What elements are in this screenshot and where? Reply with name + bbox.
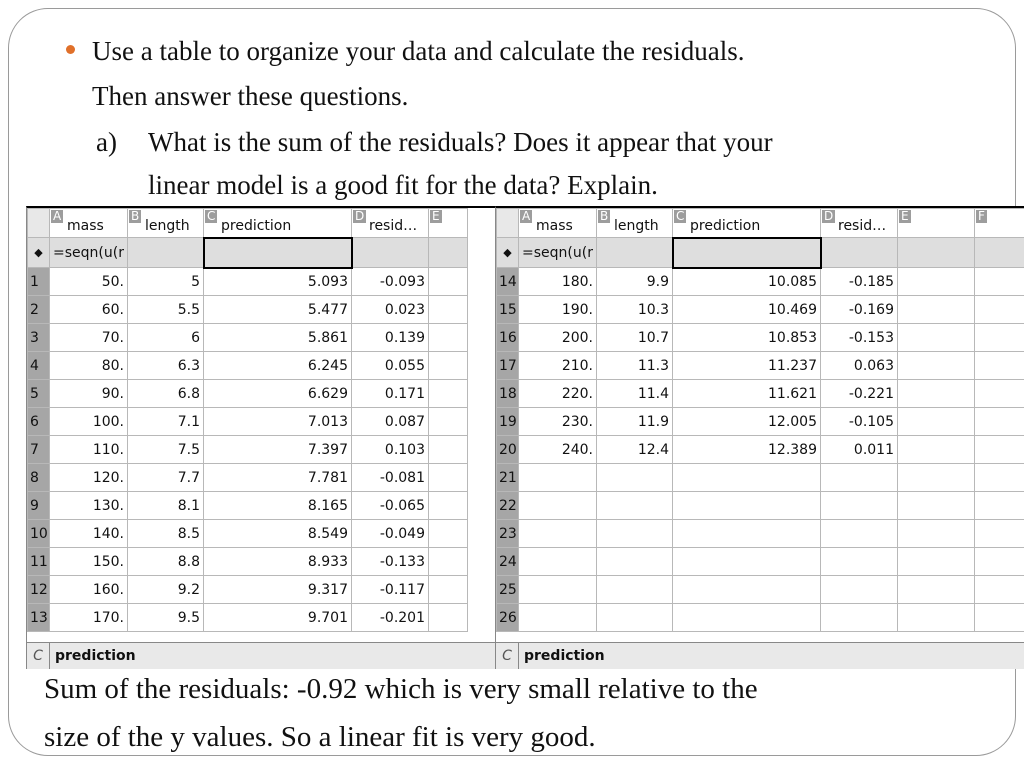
right-cell-c[interactable] (673, 576, 821, 604)
left-cell-empty[interactable] (429, 576, 468, 604)
right-column-name: mass (536, 218, 573, 234)
left-cell-d[interactable]: -0.093 (352, 268, 429, 296)
left-cell-b[interactable]: 7.5 (128, 436, 204, 464)
left-cell-a[interactable]: 70. (50, 324, 128, 352)
left-row-number: 9 (28, 492, 50, 520)
right-row-number: 26 (497, 604, 519, 632)
right-table-row (497, 436, 1024, 464)
left-cell-a[interactable]: 130. (50, 492, 128, 520)
right-cell-empty[interactable] (898, 408, 975, 436)
left-cell-empty[interactable] (429, 436, 468, 464)
left-column-name: resid… (369, 218, 418, 234)
left-cell-c[interactable]: 5.093 (204, 268, 352, 296)
right-cell-empty[interactable] (898, 492, 975, 520)
left-row-number: 5 (28, 380, 50, 408)
left-cell-d[interactable]: 0.023 (352, 296, 429, 324)
right-cell-empty[interactable] (898, 436, 975, 464)
right-table-row (497, 380, 1024, 408)
right-column-header-b[interactable] (597, 209, 673, 238)
left-cell-c[interactable]: 6.245 (204, 352, 352, 380)
left-cell-c[interactable]: 8.165 (204, 492, 352, 520)
bullet-text-line-1: Use a table to organize your data and calculate the residuals. (92, 36, 745, 66)
right-cell-ref: C (496, 643, 519, 669)
right-cell-b[interactable] (597, 604, 673, 632)
right-cell-empty[interactable] (975, 268, 1024, 296)
right-spreadsheet[interactable] (495, 206, 1024, 669)
right-cell-empty[interactable] (975, 464, 1024, 492)
left-cell-empty[interactable] (429, 380, 468, 408)
left-column-letter: E (432, 209, 440, 223)
left-table-row (28, 296, 468, 324)
right-cell-empty[interactable] (975, 408, 1024, 436)
left-formula-cell-a[interactable]: =seqn(u(r (50, 238, 128, 268)
left-row-number: 12 (28, 576, 50, 604)
right-cell-d[interactable]: -0.105 (821, 408, 898, 436)
right-cell-c[interactable] (673, 604, 821, 632)
right-cell-name: prediction (524, 648, 605, 664)
right-formula-cell[interactable] (821, 238, 898, 268)
right-cell-empty[interactable] (898, 296, 975, 324)
left-table-row (28, 380, 468, 408)
right-cell-c[interactable] (673, 520, 821, 548)
left-column-header-b[interactable] (128, 209, 204, 238)
right-cell-b[interactable] (597, 492, 673, 520)
right-row-number: 16 (497, 324, 519, 352)
left-cell-b[interactable]: 6 (128, 324, 204, 352)
left-row-number: 10 (28, 520, 50, 548)
right-cell-empty[interactable] (975, 492, 1024, 520)
right-cell-a[interactable]: 210. (519, 352, 597, 380)
right-column-letter: E (901, 209, 909, 223)
left-cell-c[interactable]: 7.781 (204, 464, 352, 492)
right-row-number: 21 (497, 464, 519, 492)
left-cell-empty[interactable] (429, 268, 468, 296)
right-row-number: 15 (497, 296, 519, 324)
right-cell-b[interactable]: 12.4 (597, 436, 673, 464)
left-cell-c[interactable]: 8.549 (204, 520, 352, 548)
right-column-header-c[interactable] (673, 209, 821, 238)
left-formula-cell[interactable] (352, 238, 429, 268)
left-table-row (28, 436, 468, 464)
left-spreadsheet[interactable] (26, 206, 496, 669)
left-cell-a[interactable]: 90. (50, 380, 128, 408)
left-cell-a[interactable]: 110. (50, 436, 128, 464)
right-cell-empty[interactable] (975, 604, 1024, 632)
left-formula-cell-b[interactable] (128, 238, 204, 268)
right-formula-cell-c-selected[interactable] (673, 238, 821, 268)
right-cell-name-bar (496, 642, 1024, 669)
left-cell-empty[interactable] (429, 604, 468, 632)
left-cell-empty[interactable] (429, 352, 468, 380)
left-cell-c[interactable]: 5.861 (204, 324, 352, 352)
right-cell-empty[interactable] (975, 520, 1024, 548)
right-cell-d[interactable]: 0.011 (821, 436, 898, 464)
right-spreadsheet-grid (496, 208, 1024, 632)
left-formula-row (28, 238, 468, 268)
right-cell-a[interactable]: 230. (519, 408, 597, 436)
left-cell-b[interactable]: 6.3 (128, 352, 204, 380)
left-cell-d[interactable]: -0.117 (352, 576, 429, 604)
left-row-number: 7 (28, 436, 50, 464)
left-cell-d[interactable]: -0.081 (352, 464, 429, 492)
bullet-text-line-2: Then answer these questions. (92, 81, 409, 111)
right-cell-b[interactable]: 9.9 (597, 268, 673, 296)
right-cell-b[interactable] (597, 520, 673, 548)
left-cell-c[interactable]: 7.013 (204, 408, 352, 436)
left-table-row (28, 464, 468, 492)
right-cell-empty[interactable] (898, 576, 975, 604)
right-cell-d[interactable]: 0.063 (821, 352, 898, 380)
left-cell-b[interactable]: 8.5 (128, 520, 204, 548)
right-column-header-a[interactable] (519, 209, 597, 238)
left-formula-marker: ◆ (28, 238, 50, 268)
right-cell-a[interactable]: 190. (519, 296, 597, 324)
left-cell-empty[interactable] (429, 548, 468, 576)
right-cell-empty[interactable] (975, 352, 1024, 380)
right-cell-d[interactable] (821, 548, 898, 576)
left-cell-empty[interactable] (429, 464, 468, 492)
left-cell-c[interactable]: 7.397 (204, 436, 352, 464)
left-cell-a[interactable]: 150. (50, 548, 128, 576)
right-cell-c[interactable]: 12.005 (673, 408, 821, 436)
left-column-name: mass (67, 218, 104, 234)
right-cell-c[interactable]: 12.389 (673, 436, 821, 464)
right-cell-empty[interactable] (975, 380, 1024, 408)
left-cell-d[interactable]: 0.055 (352, 352, 429, 380)
left-cell-c[interactable]: 5.477 (204, 296, 352, 324)
right-cell-d[interactable] (821, 464, 898, 492)
left-table-row (28, 492, 468, 520)
right-cell-empty[interactable] (898, 464, 975, 492)
left-cell-name-bar (27, 642, 496, 669)
right-table-row (497, 492, 1024, 520)
left-cell-a[interactable]: 140. (50, 520, 128, 548)
left-cell-b[interactable]: 8.1 (128, 492, 204, 520)
left-column-header-a[interactable] (50, 209, 128, 238)
right-cell-empty[interactable] (975, 324, 1024, 352)
left-cell-b[interactable]: 9.2 (128, 576, 204, 604)
left-row-number: 11 (28, 548, 50, 576)
left-column-name: length (145, 218, 190, 234)
right-formula-cell-a[interactable]: =seqn(u(r (519, 238, 597, 268)
left-cell-b[interactable]: 6.8 (128, 380, 204, 408)
left-cell-b[interactable]: 7.7 (128, 464, 204, 492)
right-cell-c[interactable]: 11.237 (673, 352, 821, 380)
left-table-row (28, 408, 468, 436)
right-cell-d[interactable]: -0.221 (821, 380, 898, 408)
left-row-number: 4 (28, 352, 50, 380)
right-cell-empty[interactable] (898, 380, 975, 408)
right-cell-empty[interactable] (898, 268, 975, 296)
left-cell-c[interactable]: 8.933 (204, 548, 352, 576)
left-cell-b[interactable]: 5.5 (128, 296, 204, 324)
left-cell-empty[interactable] (429, 324, 468, 352)
right-table-row (497, 604, 1024, 632)
right-cell-b[interactable]: 11.4 (597, 380, 673, 408)
right-cell-empty[interactable] (975, 296, 1024, 324)
right-cell-d[interactable] (821, 492, 898, 520)
left-cell-a[interactable]: 160. (50, 576, 128, 604)
right-cell-d[interactable] (821, 604, 898, 632)
left-table-row (28, 576, 468, 604)
right-formula-row (497, 238, 1024, 268)
right-column-letter: F (978, 209, 985, 223)
left-column-header-d[interactable] (352, 209, 429, 238)
right-cell-empty[interactable] (975, 436, 1024, 464)
right-cell-b[interactable] (597, 576, 673, 604)
left-cell-a[interactable]: 120. (50, 464, 128, 492)
left-column-header-e[interactable] (429, 209, 468, 238)
left-cell-d[interactable]: 0.103 (352, 436, 429, 464)
right-table-row (497, 520, 1024, 548)
question-line-1: What is the sum of the residuals? Does it appear that your (148, 127, 773, 157)
left-table-row (28, 324, 468, 352)
left-cell-empty[interactable] (429, 408, 468, 436)
left-cell-d[interactable]: 0.087 (352, 408, 429, 436)
left-cell-b[interactable]: 7.1 (128, 408, 204, 436)
right-column-name: resid… (838, 218, 887, 234)
answer-line-2: size of the y values. So a linear fit is very good. (44, 721, 596, 753)
right-cell-a[interactable]: 200. (519, 324, 597, 352)
question-label: a) (96, 127, 117, 157)
right-cell-c[interactable]: 10.469 (673, 296, 821, 324)
left-cell-d[interactable]: 0.139 (352, 324, 429, 352)
right-row-number: 20 (497, 436, 519, 464)
left-row-number: 8 (28, 464, 50, 492)
right-table-row (497, 548, 1024, 576)
right-row-number: 23 (497, 520, 519, 548)
right-formula-marker: ◆ (497, 238, 519, 268)
right-cell-b[interactable]: 10.3 (597, 296, 673, 324)
left-table-row (28, 604, 468, 632)
right-cell-b[interactable]: 10.7 (597, 324, 673, 352)
left-cell-empty[interactable] (429, 492, 468, 520)
right-row-number: 24 (497, 548, 519, 576)
right-formula-cell[interactable] (975, 238, 1024, 268)
left-cell-ref: C (27, 643, 50, 669)
left-cell-b[interactable]: 9.5 (128, 604, 204, 632)
left-cell-a[interactable]: 50. (50, 268, 128, 296)
right-column-header-e[interactable] (898, 209, 975, 238)
right-cell-b[interactable]: 11.3 (597, 352, 673, 380)
right-cell-a[interactable]: 220. (519, 380, 597, 408)
left-cell-c[interactable]: 9.701 (204, 604, 352, 632)
left-cell-c[interactable]: 6.629 (204, 380, 352, 408)
left-cell-d[interactable]: -0.201 (352, 604, 429, 632)
right-cell-empty[interactable] (975, 576, 1024, 604)
left-cell-a[interactable]: 60. (50, 296, 128, 324)
right-cell-c[interactable] (673, 492, 821, 520)
right-column-letter: C (676, 209, 685, 223)
left-cell-empty[interactable] (429, 296, 468, 324)
right-row-number: 19 (497, 408, 519, 436)
right-cell-d[interactable]: -0.185 (821, 268, 898, 296)
right-formula-cell[interactable] (898, 238, 975, 268)
right-cell-c[interactable] (673, 464, 821, 492)
left-spreadsheet-grid (27, 208, 468, 632)
right-corner-cell (497, 209, 519, 238)
right-cell-b[interactable] (597, 464, 673, 492)
left-column-letter: A (53, 209, 62, 223)
right-cell-d[interactable] (821, 576, 898, 604)
left-header-row (28, 209, 468, 238)
right-cell-c[interactable] (673, 548, 821, 576)
left-corner-cell (28, 209, 50, 238)
right-column-letter: D (824, 209, 834, 223)
right-cell-d[interactable]: -0.153 (821, 324, 898, 352)
right-cell-a[interactable] (519, 520, 597, 548)
left-table-row (28, 520, 468, 548)
right-cell-a[interactable] (519, 604, 597, 632)
right-cell-c[interactable]: 11.621 (673, 380, 821, 408)
left-cell-a[interactable]: 80. (50, 352, 128, 380)
left-column-letter: D (355, 209, 365, 223)
left-formula-cell-c-selected[interactable] (204, 238, 352, 268)
left-column-letter: C (207, 209, 216, 223)
left-cell-a[interactable]: 170. (50, 604, 128, 632)
right-cell-d[interactable]: -0.169 (821, 296, 898, 324)
left-cell-b[interactable]: 8.8 (128, 548, 204, 576)
left-cell-d[interactable]: -0.133 (352, 548, 429, 576)
right-cell-c[interactable]: 10.853 (673, 324, 821, 352)
left-row-number: 6 (28, 408, 50, 436)
right-table-row (497, 408, 1024, 436)
left-column-header-c[interactable] (204, 209, 352, 238)
right-row-number: 18 (497, 380, 519, 408)
right-cell-a[interactable] (519, 464, 597, 492)
right-cell-a[interactable] (519, 492, 597, 520)
right-cell-empty[interactable] (975, 548, 1024, 576)
right-cell-a[interactable]: 180. (519, 268, 597, 296)
right-table-row (497, 352, 1024, 380)
right-row-number: 14 (497, 268, 519, 296)
left-cell-empty[interactable] (429, 520, 468, 548)
right-cell-empty[interactable] (898, 520, 975, 548)
left-cell-d[interactable]: 0.171 (352, 380, 429, 408)
right-column-letter: A (522, 209, 531, 223)
answer-line-1: Sum of the residuals: -0.92 which is very small relative to the (44, 673, 758, 705)
left-cell-c[interactable]: 9.317 (204, 576, 352, 604)
right-cell-a[interactable]: 240. (519, 436, 597, 464)
right-cell-b[interactable]: 11.9 (597, 408, 673, 436)
right-column-name: prediction (690, 217, 761, 234)
right-cell-a[interactable] (519, 576, 597, 604)
right-cell-empty[interactable] (898, 548, 975, 576)
left-column-name: prediction (221, 217, 292, 234)
bullet-dot-icon (66, 45, 75, 54)
right-table-row (497, 464, 1024, 492)
left-cell-d[interactable]: -0.049 (352, 520, 429, 548)
left-cell-name: prediction (55, 648, 136, 664)
left-row-number: 1 (28, 268, 50, 296)
left-row-number: 2 (28, 296, 50, 324)
right-cell-empty[interactable] (898, 604, 975, 632)
left-table-row (28, 268, 468, 296)
left-table-row (28, 548, 468, 576)
right-cell-b[interactable] (597, 548, 673, 576)
right-column-header-f[interactable] (975, 209, 1024, 238)
right-column-name: length (614, 218, 659, 234)
left-cell-d[interactable]: -0.065 (352, 492, 429, 520)
right-table-row (497, 324, 1024, 352)
right-table-row (497, 576, 1024, 604)
right-row-number: 17 (497, 352, 519, 380)
left-cell-a[interactable]: 100. (50, 408, 128, 436)
left-formula-cell[interactable] (429, 238, 468, 268)
left-row-number: 3 (28, 324, 50, 352)
right-column-header-d[interactable] (821, 209, 898, 238)
question-line-2: linear model is a good fit for the data? Explain. (148, 170, 658, 200)
right-table-row (497, 268, 1024, 296)
right-row-number: 25 (497, 576, 519, 604)
right-table-row (497, 296, 1024, 324)
right-row-number: 22 (497, 492, 519, 520)
right-header-row (497, 209, 1024, 238)
right-formula-cell-b[interactable] (597, 238, 673, 268)
right-cell-c[interactable]: 10.085 (673, 268, 821, 296)
right-cell-empty[interactable] (898, 352, 975, 380)
left-table-row (28, 352, 468, 380)
left-column-letter: B (131, 209, 140, 223)
right-cell-a[interactable] (519, 548, 597, 576)
right-column-letter: B (600, 209, 609, 223)
right-cell-empty[interactable] (898, 324, 975, 352)
left-cell-b[interactable]: 5 (128, 268, 204, 296)
right-cell-d[interactable] (821, 520, 898, 548)
left-row-number: 13 (28, 604, 50, 632)
